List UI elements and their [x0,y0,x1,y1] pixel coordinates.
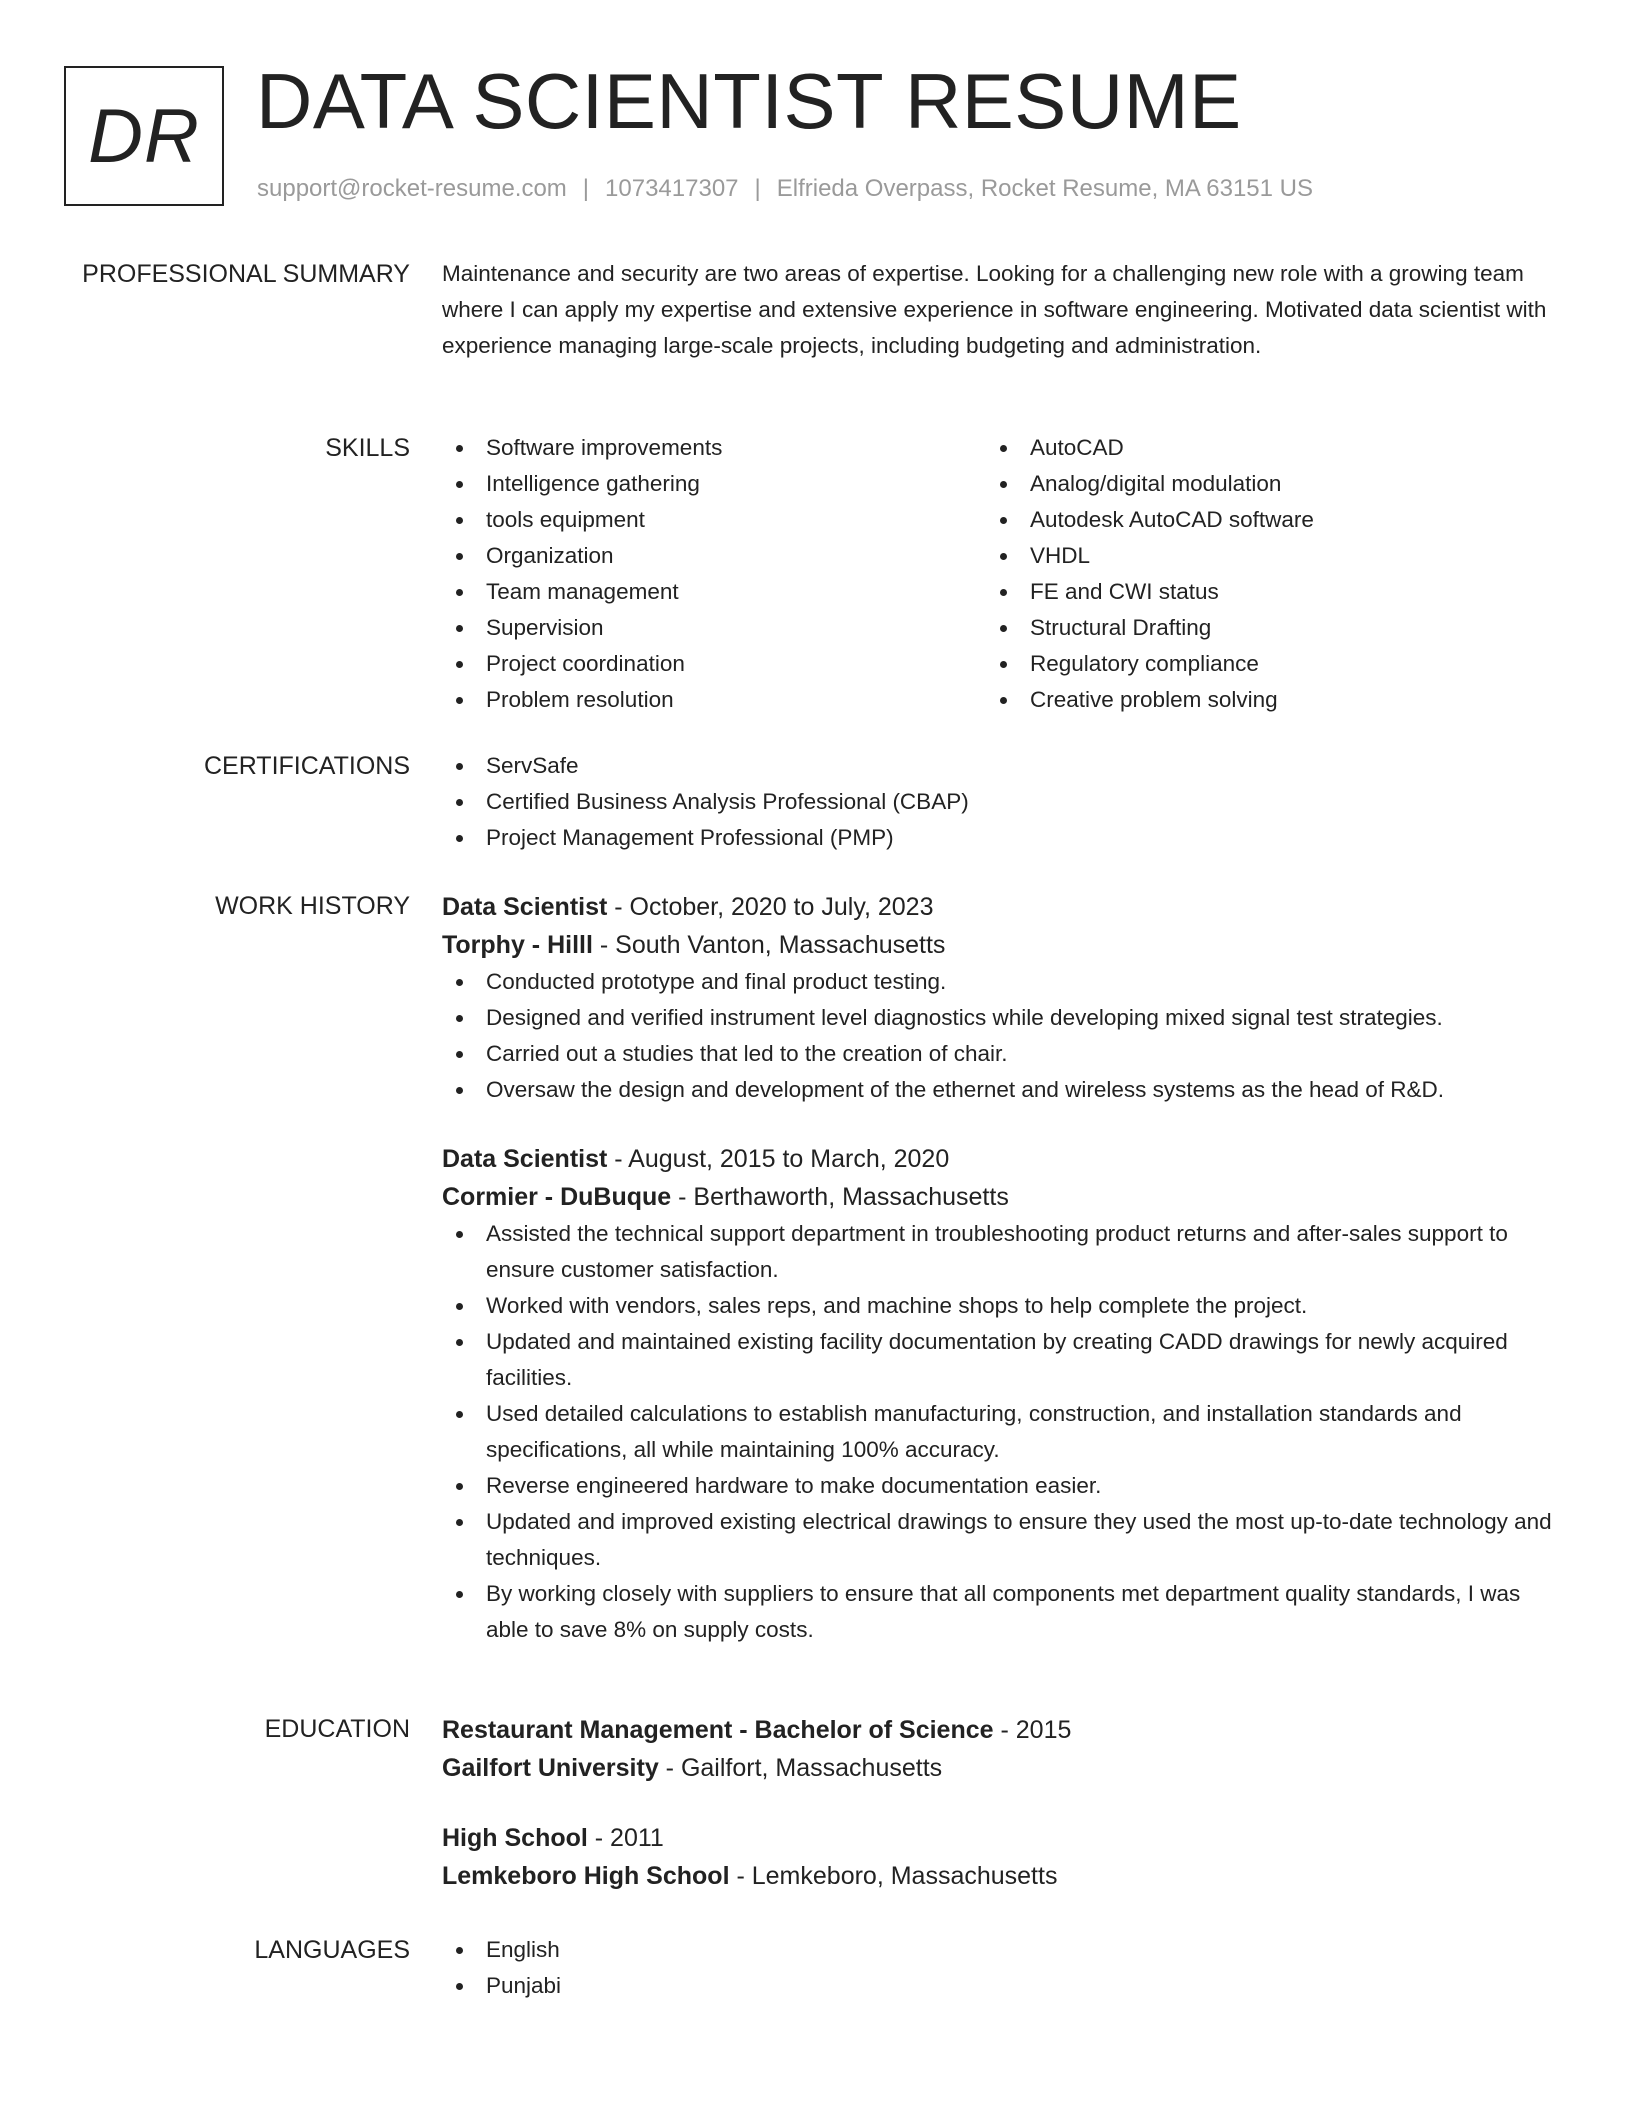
list-item: Reverse engineered hardware to make documentation easier. [442,1468,1552,1504]
job-title-line [442,888,1552,926]
list-item: Assisted the technical support department in troubleshooting product returns and after-sales support to ensure customer satisfaction. [442,1216,1552,1288]
section-label-skills: SKILLS [325,434,410,462]
work-history-body [442,888,1552,1680]
list-item: Updated and maintained existing facility documentation by creating CADD drawings for newly acquired facilities. [442,1324,1552,1396]
list-item: Oversaw the design and development of the ethernet and wireless systems as the head of R&D. [442,1072,1552,1108]
list-item: Team management [442,574,986,610]
list-item: Conducted prototype and final product testing. [442,964,1552,1000]
job-company: Cormier - DuBuque [442,1183,672,1211]
skills-body [442,430,1552,718]
job-company-line [442,926,1552,964]
summary-body [442,256,1552,364]
education-school-line [442,1749,1552,1787]
list-item: By working closely with suppliers to ensure that all components met department quality standards, I was able to save 8% on supply costs. [442,1576,1552,1648]
education-degree: High School [442,1824,588,1852]
education-school: Lemkeboro High School [442,1862,730,1890]
skills-list-left [442,430,986,718]
list-item: ServSafe [442,748,1552,784]
job-bullets [442,964,1552,1108]
summary-text: Maintenance and security are two areas of expertise. Looking for a challenging new role with a growing team where I can apply my expertise and extensive experience in software engineering. Motivated data scientist with experience managing large-scale projects, including budgeting and administration. [442,261,1547,358]
list-item: Updated and improved existing electrical drawings to ensure they used the most up-to-date technology and techniques. [442,1504,1552,1576]
job-location: - Berthaworth, Massachusetts [671,1183,1009,1211]
education-location: - Gailfort, Massachusetts [658,1754,943,1782]
list-item: Worked with vendors, sales reps, and machine shops to help complete the project. [442,1288,1552,1324]
list-item: Punjabi [442,1968,1552,2004]
list-item: Designed and verified instrument level diagnostics while developing mixed signal test strategies. [442,1000,1552,1036]
education-year: - 2015 [993,1716,1072,1744]
contact-address: Elfrieda Overpass, Rocket Resume, MA 63151 US [776,175,1313,202]
resume-title: DATA SCIENTIST RESUME [256,57,1242,145]
languages-list [442,1932,1552,2004]
contact-phone[interactable]: 1073417307 [605,175,739,202]
education-school-line [442,1857,1552,1895]
list-item: Analog/digital modulation [986,466,1530,502]
job-entry [442,888,1552,1108]
list-item: Project Management Professional (PMP) [442,820,1552,856]
list-item: English [442,1932,1552,1968]
section-label-work: WORK HISTORY [215,892,410,920]
list-item: Project coordination [442,646,986,682]
job-bullets [442,1216,1552,1648]
list-item: Certified Business Analysis Professional (CBAP) [442,784,1552,820]
list-item: Software improvements [442,430,986,466]
job-title: Data Scientist [442,893,608,921]
skills-list-right [986,430,1530,718]
contact-separator: | [754,175,761,202]
section-label-education: EDUCATION [264,1715,410,1743]
section-label-languages: LANGUAGES [254,1936,410,1964]
list-item: FE and CWI status [986,574,1530,610]
list-item: Autodesk AutoCAD software [986,502,1530,538]
job-dates: - August, 2015 to March, 2020 [607,1145,950,1173]
section-label-summary: PROFESSIONAL SUMMARY [82,260,410,288]
list-item: Problem resolution [442,682,986,718]
list-item: AutoCAD [986,430,1530,466]
list-item: Structural Drafting [986,610,1530,646]
education-entry [442,1819,1552,1895]
list-item: tools equipment [442,502,986,538]
job-location: - South Vanton, Massachusetts [592,931,946,959]
list-item: Supervision [442,610,986,646]
list-item: Intelligence gathering [442,466,986,502]
list-item: Regulatory compliance [986,646,1530,682]
section-label-certifications: CERTIFICATIONS [203,752,410,780]
languages-body [442,1932,1552,2004]
monogram-logo: DR [64,66,224,206]
job-entry [442,1140,1552,1648]
list-item: Organization [442,538,986,574]
contact-separator: | [582,175,590,202]
list-item: Used detailed calculations to establish manufacturing, construction, and installation standards and specifications, all while maintaining 100% accuracy. [442,1396,1552,1468]
education-degree: Restaurant Management - Bachelor of Science [442,1716,994,1744]
education-school: Gailfort University [442,1754,659,1782]
contact-email[interactable]: support@rocket-resume.com [257,175,567,202]
job-title-line [442,1140,1552,1178]
contact-line [257,172,1313,206]
education-body [442,1711,1552,1927]
education-year: - 2011 [587,1824,664,1852]
job-company: Torphy - Hilll [442,931,593,959]
education-entry [442,1711,1552,1787]
certifications-body [442,748,1552,856]
list-item: Creative problem solving [986,682,1530,718]
list-item: VHDL [986,538,1530,574]
certifications-list [442,748,1552,856]
education-location: - Lemkeboro, Massachusetts [729,1862,1058,1890]
job-dates: - October, 2020 to July, 2023 [607,893,934,921]
job-company-line [442,1178,1552,1216]
education-degree-line [442,1711,1552,1749]
job-title: Data Scientist [442,1145,608,1173]
list-item: Carried out a studies that led to the creation of chair. [442,1036,1552,1072]
education-degree-line [442,1819,1552,1857]
